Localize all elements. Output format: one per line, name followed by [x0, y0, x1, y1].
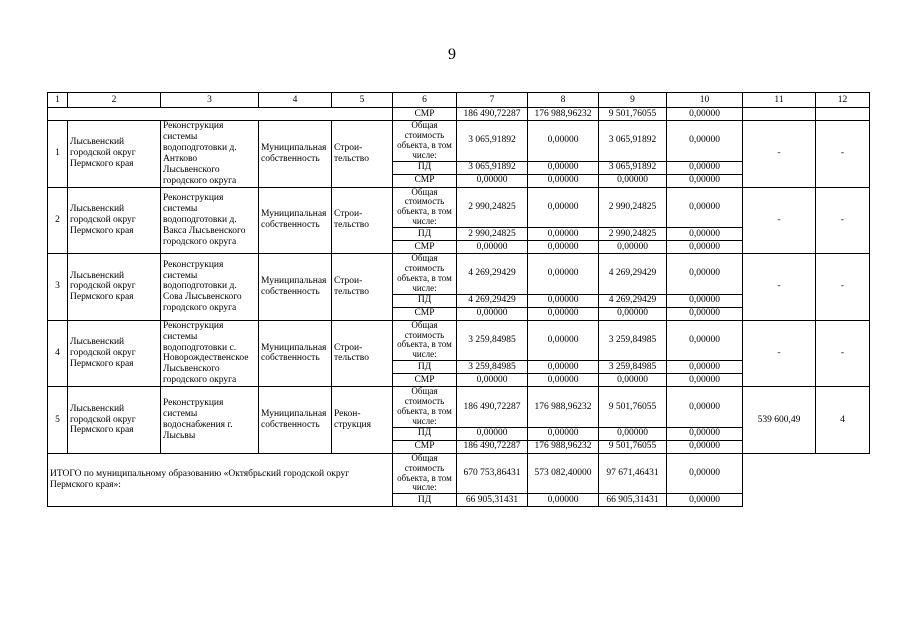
investment-table [47, 92, 870, 507]
row-number: 3 [48, 254, 68, 321]
value-cell: 0,00000 [599, 241, 667, 254]
value-cell: 3 065,91892 [599, 121, 667, 162]
value-cell: 66 905,31431 [599, 494, 667, 507]
value-cell: 0,00000 [667, 254, 743, 295]
object-cell: Реконструкция системы водоподготовки д. Сова Лысьвенского городского округа [161, 254, 259, 321]
col12-cell: 4 [816, 387, 870, 454]
col12-cell: - [816, 121, 870, 188]
work-type-cell: Строи-тельство [332, 187, 393, 254]
value-cell: 0,00000 [528, 254, 599, 295]
value-cell: 186 490,72287 [457, 440, 528, 453]
work-type-cell: Строи-тельство [332, 254, 393, 321]
row-number: 4 [48, 320, 68, 387]
cost-type: Общая стоимость объекта, в том числе: [393, 387, 457, 428]
value-cell: 573 082,40000 [528, 453, 599, 494]
cost-type: Общая стоимость объекта, в том числе: [393, 320, 457, 361]
value-cell: 0,00000 [528, 174, 599, 187]
column-header: 3 [161, 93, 259, 108]
work-type-cell: Строи-тельство [332, 121, 393, 188]
value-cell: 0,00000 [528, 307, 599, 320]
column-header: 2 [68, 93, 161, 108]
total-row [48, 453, 870, 494]
value-cell: 0,00000 [528, 121, 599, 162]
cost-type: СМР [393, 108, 457, 121]
value-cell: 0,00000 [667, 228, 743, 241]
value-cell: 176 988,96232 [528, 387, 599, 428]
table-row [48, 387, 870, 428]
value-cell: 0,00000 [667, 320, 743, 361]
table-row [48, 187, 870, 228]
ownership-cell: Муниципальная собственность [259, 187, 332, 254]
value-cell: 0,00000 [457, 174, 528, 187]
municipality-cell: Лысьвенский городской округ Пермского края [68, 121, 161, 188]
empty-cell [48, 108, 393, 121]
value-cell: 0,00000 [528, 294, 599, 307]
value-cell: 0,00000 [528, 427, 599, 440]
value-cell: 0,00000 [528, 361, 599, 374]
value-cell: 0,00000 [528, 241, 599, 254]
value-cell: 3 065,91892 [457, 121, 528, 162]
col11-cell: 539 600,49 [743, 387, 816, 454]
column-header: 8 [528, 93, 599, 108]
cost-type: Общая стоимость объекта, в том числе: [393, 121, 457, 162]
value-cell: 97 671,46431 [599, 453, 667, 494]
table-row [48, 254, 870, 295]
cost-type: ПД [393, 161, 457, 174]
cost-type: ПД [393, 294, 457, 307]
value-cell: 0,00000 [667, 307, 743, 320]
cost-type: ПД [393, 494, 457, 507]
empty-cell [743, 108, 816, 121]
municipality-cell: Лысьвенский городской округ Пермского края [68, 387, 161, 454]
value-cell: 0,00000 [457, 427, 528, 440]
value-cell: 66 905,31431 [457, 494, 528, 507]
ownership-cell: Муниципальная собственность [259, 320, 332, 387]
col12-cell: - [816, 320, 870, 387]
value-cell: 0,00000 [667, 374, 743, 387]
value-cell: 176 988,96232 [528, 440, 599, 453]
value-cell: 0,00000 [667, 453, 743, 494]
municipality-cell: Лысьвенский городской округ Пермского края [68, 187, 161, 254]
value-cell: 3 065,91892 [457, 161, 528, 174]
table-row [48, 121, 870, 162]
table-row [48, 320, 870, 361]
cost-type: Общая стоимость объекта, в том числе: [393, 254, 457, 295]
value-cell: 0,00000 [667, 494, 743, 507]
page-number: 9 [448, 46, 456, 63]
cost-type: ПД [393, 361, 457, 374]
header-row [48, 93, 870, 108]
row-number: 1 [48, 121, 68, 188]
ownership-cell: Муниципальная собственность [259, 121, 332, 188]
value-cell: 0,00000 [599, 427, 667, 440]
cost-type: Общая стоимость объекта, в том числе: [393, 453, 457, 494]
value-cell: 0,00000 [599, 174, 667, 187]
value-cell: 0,00000 [528, 494, 599, 507]
value-cell: 3 065,91892 [599, 161, 667, 174]
value-cell: 0,00000 [667, 174, 743, 187]
value-cell: 0,00000 [599, 307, 667, 320]
total-label: ИТОГО по муниципальному образованию «Октябрьский городской округ Пермского края»: [48, 453, 393, 507]
row-number: 5 [48, 387, 68, 454]
col12-cell: - [816, 254, 870, 321]
municipality-cell: Лысьвенский городской округ Пермского края [68, 254, 161, 321]
col11-cell: - [743, 187, 816, 254]
value-cell: 3 259,84985 [457, 361, 528, 374]
value-cell: 0,00000 [599, 374, 667, 387]
value-cell: 4 269,29429 [457, 294, 528, 307]
value-cell: 0,00000 [457, 307, 528, 320]
column-header: 6 [393, 93, 457, 108]
column-header: 11 [743, 93, 816, 108]
column-header: 12 [816, 93, 870, 108]
col12-cell: - [816, 187, 870, 254]
value-cell: 0,00000 [457, 374, 528, 387]
object-cell: Реконструкция системы водоснабжения г. Лысьвы [161, 387, 259, 454]
object-cell: Реконструкция системы водоподготовки с. Новорождественское Лысьвенского городского округа [161, 320, 259, 387]
column-header: 9 [599, 93, 667, 108]
column-header: 5 [332, 93, 393, 108]
value-cell: 0,00000 [528, 228, 599, 241]
value-cell: 9 501,76055 [599, 440, 667, 453]
column-header: 4 [259, 93, 332, 108]
col11-cell: - [743, 254, 816, 321]
value-cell: 176 988,96232 [528, 108, 599, 121]
column-header: 10 [667, 93, 743, 108]
cost-type: СМР [393, 374, 457, 387]
value-cell: 0,00000 [667, 161, 743, 174]
ownership-cell: Муниципальная собственность [259, 254, 332, 321]
cost-type: СМР [393, 307, 457, 320]
value-cell: 0,00000 [667, 361, 743, 374]
ownership-cell: Муниципальная собственность [259, 387, 332, 454]
col11-cell: - [743, 121, 816, 188]
work-type-cell: Рекон-струкция [332, 387, 393, 454]
cost-type: СМР [393, 440, 457, 453]
value-cell: 2 990,24825 [599, 187, 667, 228]
value-cell: 2 990,24825 [599, 228, 667, 241]
value-cell: 4 269,29429 [599, 294, 667, 307]
column-header: 7 [457, 93, 528, 108]
value-cell: 0,00000 [667, 108, 743, 121]
value-cell: 9 501,76055 [599, 387, 667, 428]
value-cell: 0,00000 [667, 427, 743, 440]
value-cell: 3 259,84985 [599, 320, 667, 361]
value-cell: 4 269,29429 [599, 254, 667, 295]
value-cell: 0,00000 [667, 241, 743, 254]
value-cell: 186 490,72287 [457, 108, 528, 121]
value-cell: 3 259,84985 [599, 361, 667, 374]
value-cell: 3 259,84985 [457, 320, 528, 361]
value-cell: 2 990,24825 [457, 187, 528, 228]
value-cell: 0,00000 [528, 320, 599, 361]
value-cell: 0,00000 [528, 187, 599, 228]
value-cell: 186 490,72287 [457, 387, 528, 428]
value-cell: 0,00000 [528, 374, 599, 387]
value-cell: 0,00000 [667, 387, 743, 428]
value-cell: 0,00000 [667, 294, 743, 307]
value-cell: 2 990,24825 [457, 228, 528, 241]
value-cell: 670 753,86431 [457, 453, 528, 494]
col11-cell: - [743, 320, 816, 387]
empty-cell [816, 108, 870, 121]
value-cell: 0,00000 [457, 241, 528, 254]
value-cell: 0,00000 [528, 161, 599, 174]
value-cell: 4 269,29429 [457, 254, 528, 295]
value-cell: 0,00000 [667, 121, 743, 162]
cost-type: СМР [393, 174, 457, 187]
carryover-row [48, 108, 870, 121]
value-cell: 0,00000 [667, 440, 743, 453]
object-cell: Реконструкция системы водоподготовки д. Антково Лысьвенского городского округа [161, 121, 259, 188]
municipality-cell: Лысьвенский городской округ Пермского края [68, 320, 161, 387]
value-cell: 0,00000 [667, 187, 743, 228]
row-number: 2 [48, 187, 68, 254]
column-header: 1 [48, 93, 68, 108]
cost-type: Общая стоимость объекта, в том числе: [393, 187, 457, 228]
work-type-cell: Строи-тельство [332, 320, 393, 387]
cost-type: ПД [393, 427, 457, 440]
cost-type: ПД [393, 228, 457, 241]
value-cell: 9 501,76055 [599, 108, 667, 121]
cost-type: СМР [393, 241, 457, 254]
object-cell: Реконструкция системы водоподготовки д. Вакса Лысьвенского городского округа [161, 187, 259, 254]
